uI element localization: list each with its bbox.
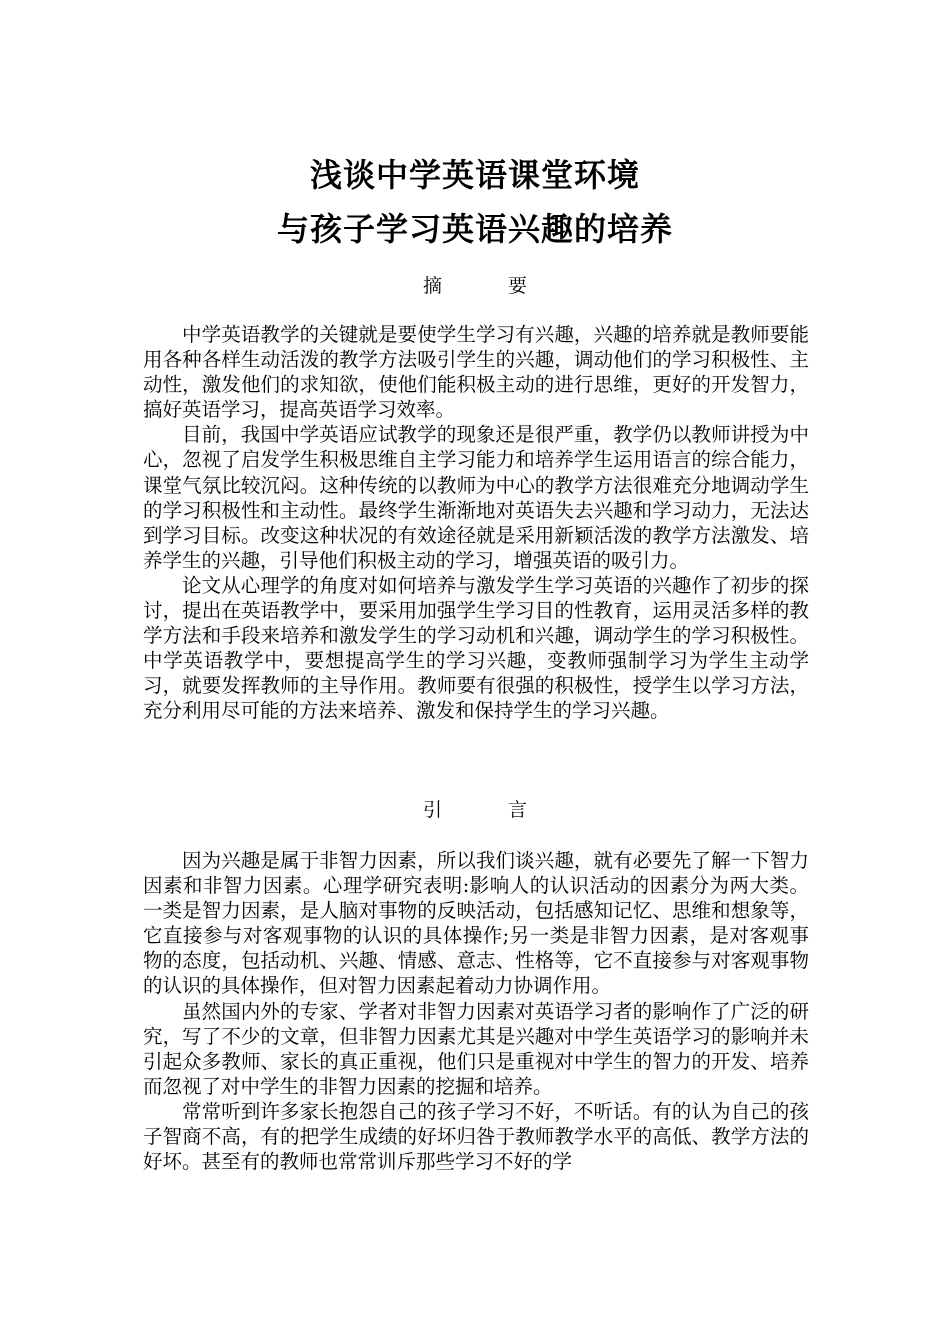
title-line-1: 浅谈中学英语课堂环境 (309, 156, 640, 194)
abstract-body (143, 322, 809, 724)
introduction-paragraph: 常常听到许多家长抱怨自己的孩子学习不好，不听话。有的认为自己的孩子智商不高，有的把学生成绩的好坏归咎于教师教学水平的高低、教学方法的好坏。甚至有的教师也常常训斥那些学习不好的学 (143, 1099, 809, 1174)
introduction-body (143, 848, 809, 1174)
title-line-2: 与孩子学习英语兴趣的培养 (276, 210, 673, 248)
introduction-paragraph: 因为兴趣是属于非智力因素，所以我们谈兴趣，就有必要先了解一下智力因素和非智力因素。心理学研究表明:影响人的认识活动的因素分为两大类。一类是智力因素，是人脑对事物的反映活动，包括感知记忆、思维和想象等，它直接参与对客观事物的认识的具体操作;另一类是非智力因素，是对客观事物的态度，包括动机、兴趣、情感、意志、性格等，它不直接参与对客观事物的认识的具体操作，但对智力因素起着动力协调作用。 (143, 849, 809, 998)
document-title (0, 148, 950, 256)
abstract-heading: 摘 要 (422, 275, 558, 297)
introduction-heading: 引 言 (422, 799, 558, 821)
abstract-paragraph: 论文从心理学的角度对如何培养与激发学生学习英语的兴趣作了初步的探讨，提出在英语教学中，要采用加强学生学习目的性教育，运用灵活多样的教学方法和手段来培养和激发学生的学习动机和兴趣，调动学生的学习积极性。中学英语教学中，要想提高学生的学习兴趣，变教师强制学习为学生主动学习，就要发挥教师的主导作用。教师要有很强的积极性，授学生以学习方法，充分利用尽可能的方法来培养、激发和保持学生的学习兴趣。 (143, 573, 809, 723)
abstract-paragraph: 中学英语教学的关键就是要使学生学习有兴趣，兴趣的培养就是教师要能用各种各样生动活泼的教学方法吸引学生的兴趣，调动他们的学习积极性、主动性，激发他们的求知欲，使他们能积极主动的进行思维，更好的开发智力，搞好英语学习，提高英语学习效率。 (143, 323, 809, 422)
introduction-paragraph: 虽然国内外的专家、学者对非智力因素对英语学习者的影响作了广泛的研究，写了不少的文章，但非智力因素尤其是兴趣对中学生英语学习的影响并未引起众多教师、家长的真正重视，他们只是重视对中学生的智力的开发、培养而忽视了对中学生的非智力因素的挖掘和培养。 (143, 999, 809, 1098)
abstract-paragraph: 目前，我国中学英语应试教学的现象还是很严重，教学仍以教师讲授为中心，忽视了启发学生积极思维自主学习能力和培养学生运用语言的综合能力，课堂气氛比较沉闷。这种传统的以教师为中心的教学方法很难充分地调动学生的学习积极性和主动性。最终学生渐渐地对英语失去兴趣和学习动力，无法达到学习目标。改变这种状况的有效途径就是采用新颖活泼的教学方法激发、培养学生的兴趣，引导他们积极主动的学习，增强英语的吸引力。 (143, 423, 809, 572)
